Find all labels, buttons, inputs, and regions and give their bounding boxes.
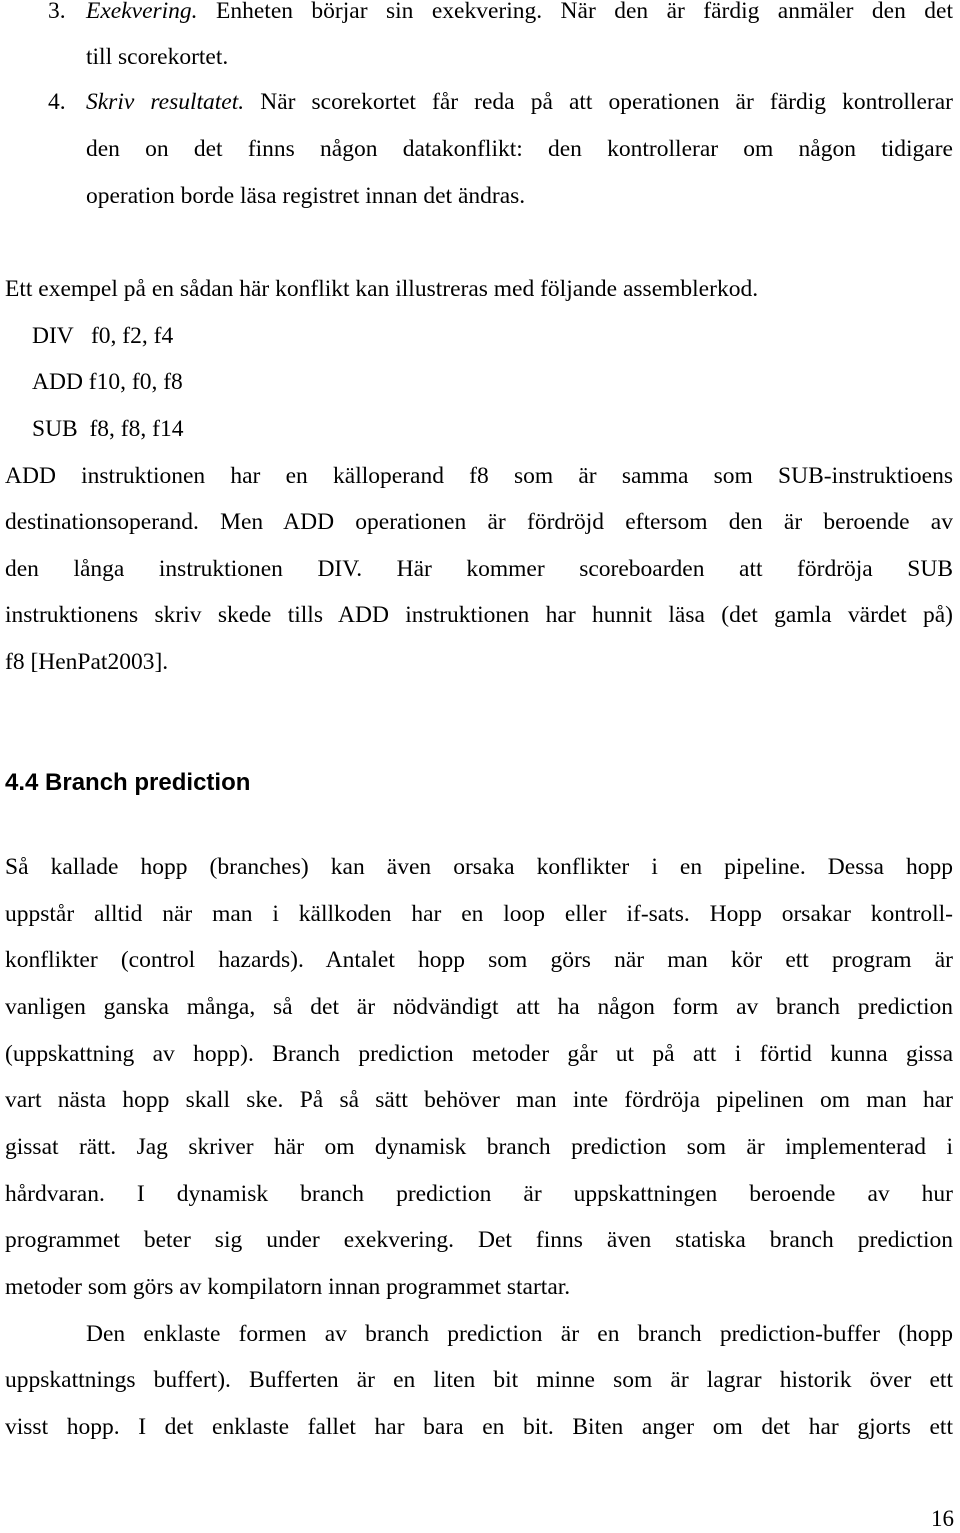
- list-item-3-line-2: till scorekortet.: [86, 44, 229, 70]
- paragraph-line: programmet beter sig under exekvering. Det finns även statiska branch prediction: [5, 1227, 953, 1253]
- paragraph-line: gissat rätt. Jag skriver här om dynamisk branch prediction som är implementerad i: [5, 1134, 953, 1160]
- list-item-4-line-3: operation borde läsa registret innan det ändras.: [86, 183, 526, 209]
- paragraph-line: uppstår alltid när man i källkoden har en loop eller if-sats. Hopp orsakar kontroll-: [5, 901, 953, 927]
- paragraph-line: hårdvaran. I dynamisk branch prediction är uppskattningen beroende av hur: [5, 1181, 953, 1207]
- paragraph-line: Så kallade hopp (branches) kan även orsaka konflikter i en pipeline. Dessa hopp: [5, 854, 953, 880]
- paragraph-line: destinationsoperand. Men ADD operationen är fördröjd eftersom den är beroende av: [5, 509, 953, 535]
- section-heading: 4.4 Branch prediction: [5, 769, 251, 796]
- paragraph-line: instruktionens skriv skede tills ADD instruktionen har hunnit läsa (det gamla värdet på): [5, 602, 953, 628]
- paragraph-line: uppskattnings buffert). Bufferten är en liten bit minne som är lagrar historik över ett: [5, 1367, 953, 1393]
- paragraph-line: vart nästa hopp skall ske. På så sätt behöver man inte fördröja pipelinen om man har: [5, 1087, 953, 1113]
- list-item-label: Skriv resultatet.: [86, 89, 245, 115]
- list-item-label: Exekvering.: [86, 0, 198, 24]
- code-line: ADD f10, f0, f8: [32, 369, 183, 395]
- paragraph-line: f8 [HenPat2003].: [5, 649, 169, 675]
- paragraph-line: konflikter (control hazards). Antalet hopp som görs när man kör ett program är: [5, 947, 953, 973]
- list-item-4-line-2: den on det finns någon datakonflikt: den kontrollerar om någon tidigare: [86, 136, 953, 162]
- paragraph-line: den långa instruktionen DIV. Här kommer scoreboarden att fördröja SUB: [5, 556, 953, 582]
- example-intro: Ett exempel på en sådan här konflikt kan illustreras med följande assemblerkod.: [5, 276, 759, 302]
- list-item-number: 3.: [48, 0, 66, 24]
- paragraph-line: metoder som görs av kompilatorn innan programmet startar.: [5, 1274, 571, 1300]
- paragraph-line: (uppskattning av hopp). Branch prediction metoder går ut på att i förtid kunna gissa: [5, 1041, 953, 1067]
- list-item-4-line-1: [86, 88, 953, 116]
- page-number: 16: [931, 1506, 954, 1531]
- list-item-text: Enheten börjar sin exekvering. När den är färdig anmäler den det: [197, 0, 953, 24]
- paragraph-line: ADD instruktionen har en källoperand f8 som är samma som SUB-instruktioens: [5, 463, 953, 489]
- list-item-3-line-1: [86, 0, 953, 25]
- paragraph-line: vanligen ganska många, så det är nödvändigt att ha någon form av branch prediction: [5, 994, 953, 1020]
- list-item-number: 4.: [48, 89, 66, 115]
- code-line: SUB f8, f8, f14: [32, 416, 184, 442]
- list-item-text: När scorekortet får reda på att operationen är färdig kontrollerar: [244, 89, 953, 115]
- paragraph-line: Den enklaste formen av branch prediction är en branch prediction-buffer (hopp: [86, 1321, 953, 1347]
- code-line: DIV f0, f2, f4: [32, 323, 174, 349]
- paragraph-line: visst hopp. I det enklaste fallet har bara en bit. Biten anger om det har gjorts ett: [5, 1414, 953, 1440]
